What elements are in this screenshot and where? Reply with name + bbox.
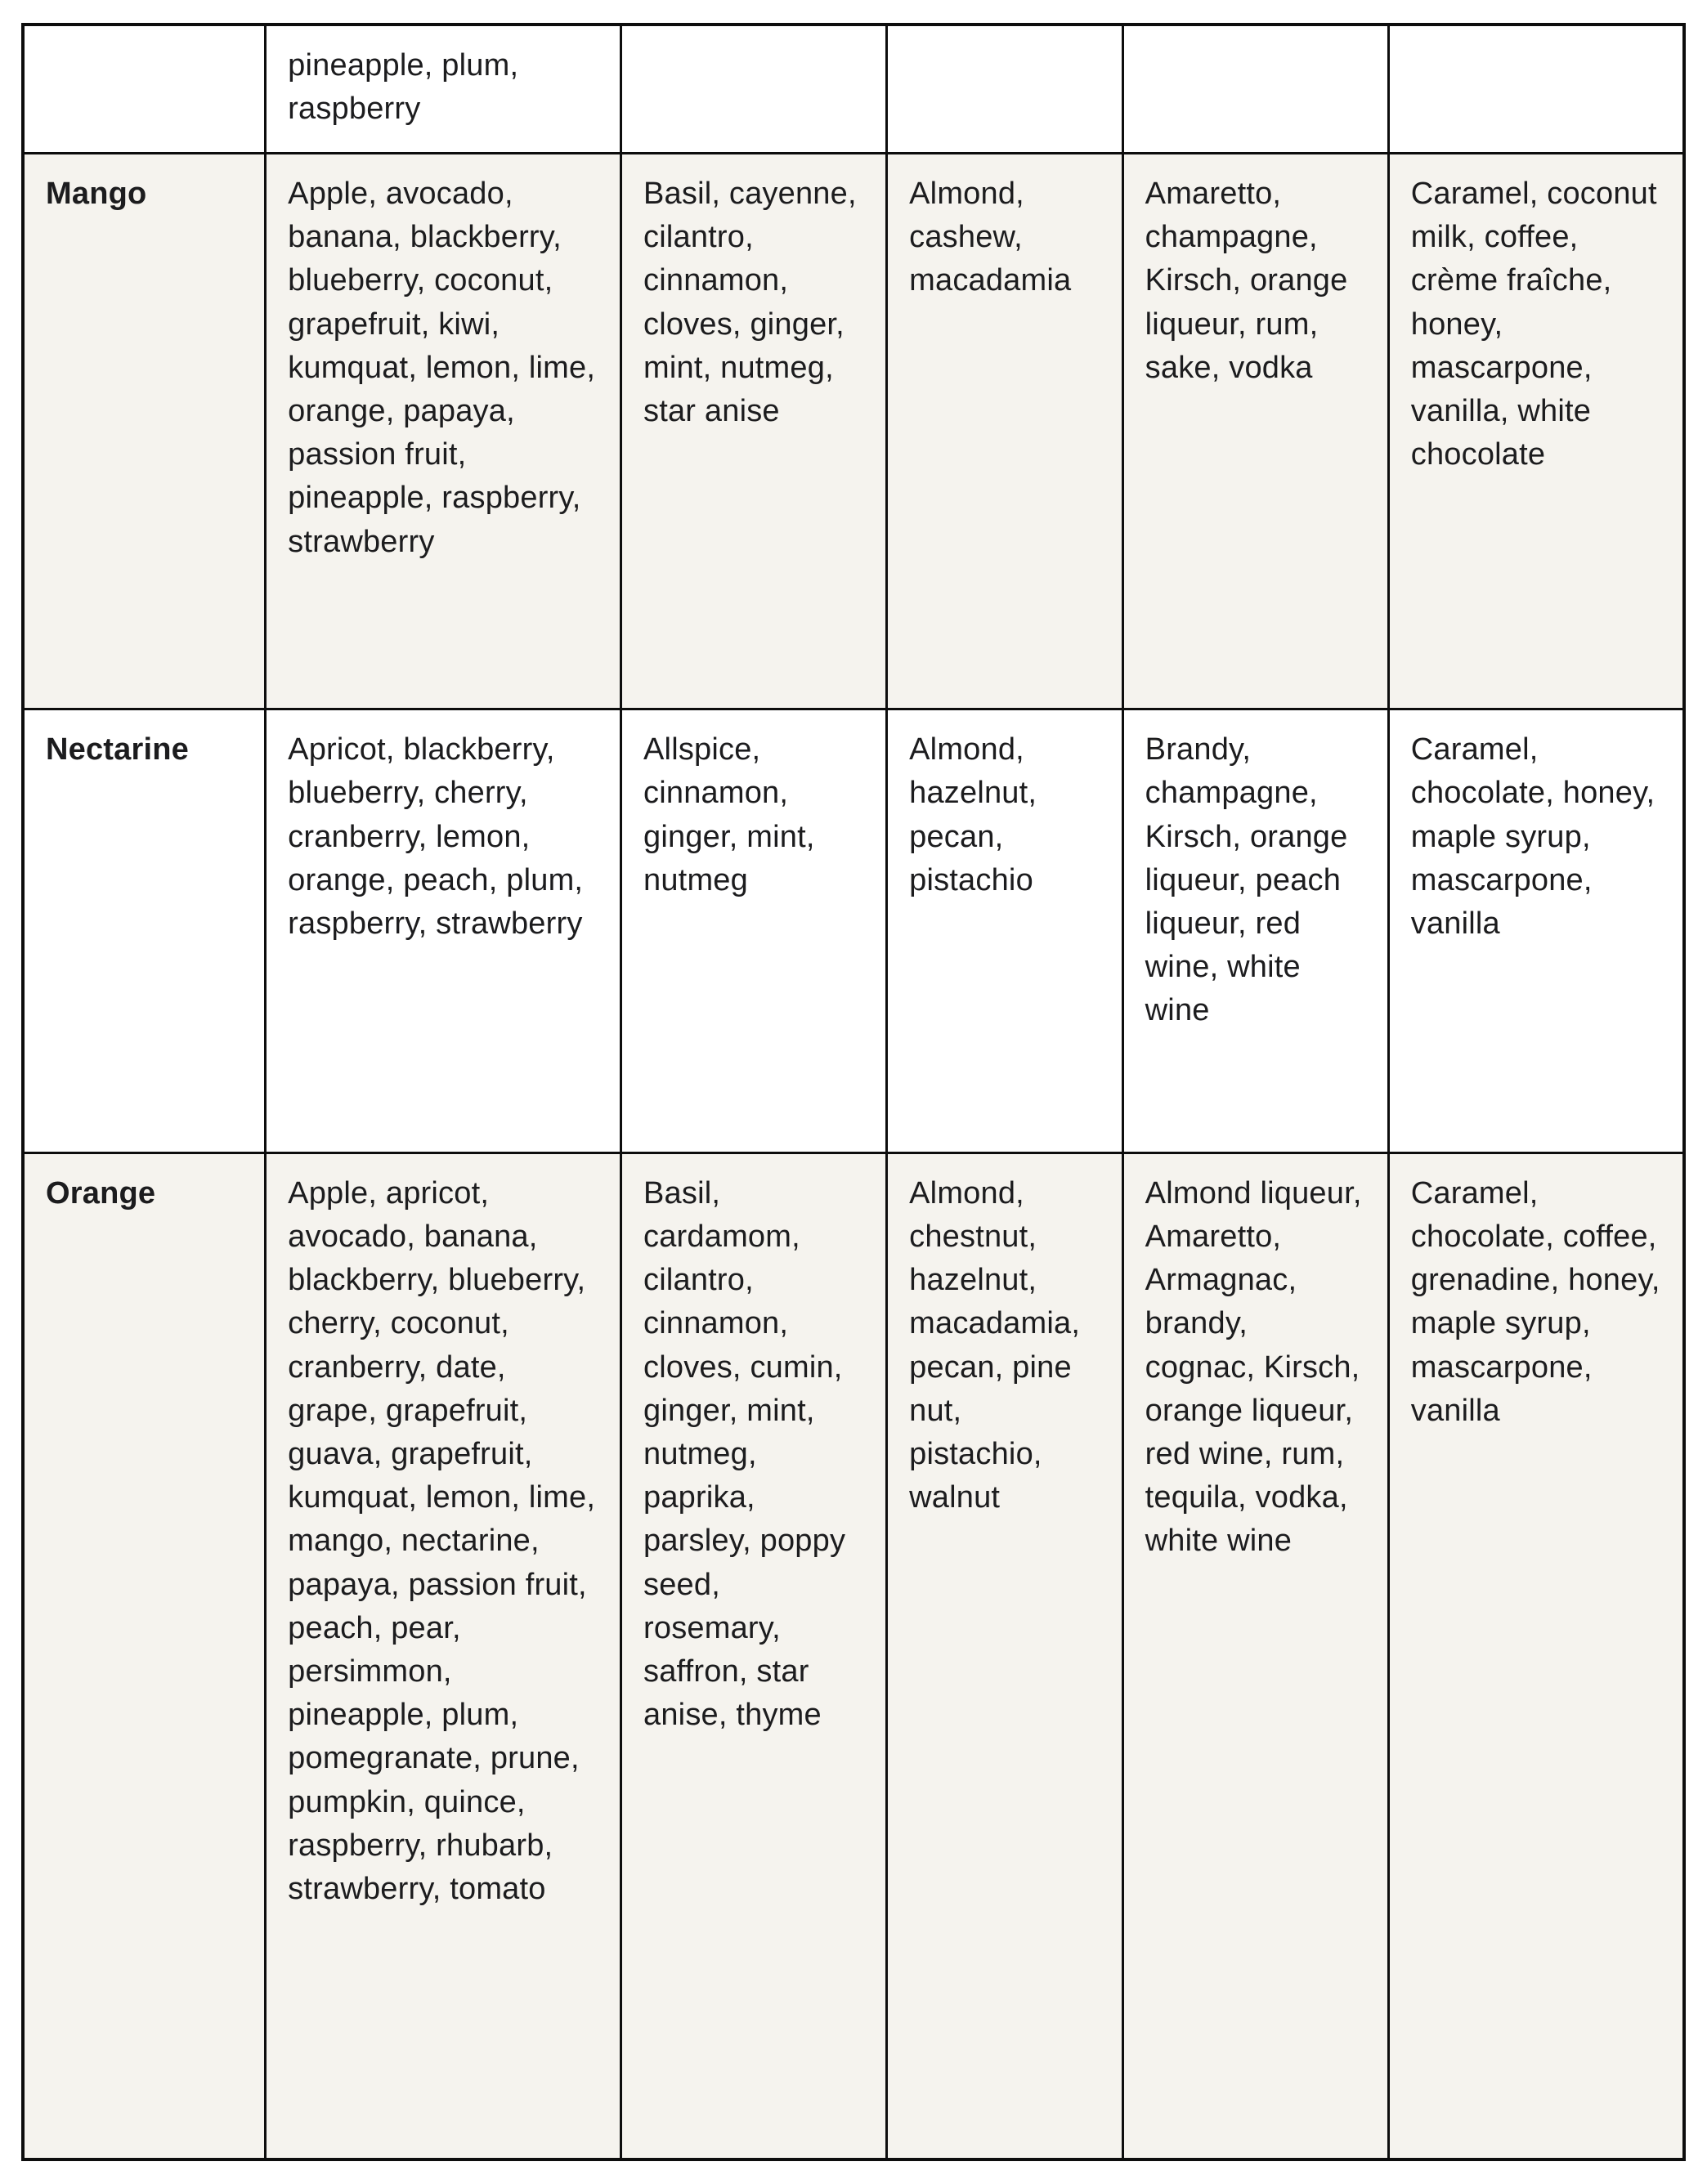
spirits-cell: Almond liqueur, Amaretto, Armagnac, brandy, cognac, Kirsch, orange liqueur, red wine, rum, tequila, vodka, white wine [1122, 1152, 1388, 2159]
dairy-sweets-cell: Caramel, coconut milk, coffee, crème fraîche, honey, mascarpone, vanilla, white chocolate [1388, 154, 1684, 709]
herbs-spices-cell: Basil, cardamom, cilantro, cinnamon, cloves, cumin, ginger, mint, nutmeg, paprika, parsley, poppy seed, rosemary, saffron, star anise, thyme [621, 1152, 887, 2159]
dairy-sweets-cell: Caramel, chocolate, coffee, grenadine, honey, maple syrup, mascarpone, vanilla [1388, 1152, 1684, 2159]
dairy-sweets-cell: Caramel, chocolate, honey, maple syrup, mascarpone, vanilla [1388, 709, 1684, 1153]
nuts-cell: Almond, chestnut, hazelnut, macadamia, pecan, pine nut, pistachio, walnut [887, 1152, 1123, 2159]
table-row-partial [23, 25, 1684, 154]
fruits-cell: Apple, apricot, avocado, banana, blackberry, blueberry, cherry, coconut, cranberry, date, grape, grapefruit, guava, grapefruit, kumquat, lemon, lime, mango, nectarine, papaya, passion fruit, peach, pear, persimmon, pineapple, plum, pomegranate, prune, pumpkin, quince, raspberry, rhubarb, strawberry, tomato [266, 1152, 621, 2159]
dairy-sweets-cell [1388, 25, 1684, 154]
spirits-cell: Amaretto, champagne, Kirsch, orange liqueur, rum, sake, vodka [1122, 154, 1388, 709]
table-row-orange [23, 1152, 1684, 2159]
nuts-cell [887, 25, 1123, 154]
spirits-cell [1122, 25, 1388, 154]
fruits-cell: Apricot, blackberry, blueberry, cherry, cranberry, lemon, orange, peach, plum, raspberry, strawberry [266, 709, 621, 1153]
table-row-mango [23, 154, 1684, 709]
herbs-spices-cell: Basil, cayenne, cilantro, cinnamon, cloves, ginger, mint, nutmeg, star anise [621, 154, 887, 709]
fruits-cell: pineapple, plum, raspberry [266, 25, 621, 154]
fruit-label-cell: Mango [23, 154, 266, 709]
herbs-spices-cell [621, 25, 887, 154]
fruit-label-cell [23, 25, 266, 154]
spirits-cell: Brandy, champagne, Kirsch, orange liqueur, peach liqueur, red wine, white wine [1122, 709, 1388, 1153]
nuts-cell: Almond, cashew, macadamia [887, 154, 1123, 709]
fruits-cell: Apple, avocado, banana, blackberry, blueberry, coconut, grapefruit, kiwi, kumquat, lemon, lime, orange, papaya, passion fruit, pineapple, raspberry, strawberry [266, 154, 621, 709]
table-row-nectarine [23, 709, 1684, 1153]
herbs-spices-cell: Allspice, cinnamon, ginger, mint, nutmeg [621, 709, 887, 1153]
fruit-label-cell: Orange [23, 1152, 266, 2159]
nuts-cell: Almond, hazelnut, pecan, pistachio [887, 709, 1123, 1153]
flavor-pairing-table [21, 23, 1686, 2161]
fruit-label-cell: Nectarine [23, 709, 266, 1153]
